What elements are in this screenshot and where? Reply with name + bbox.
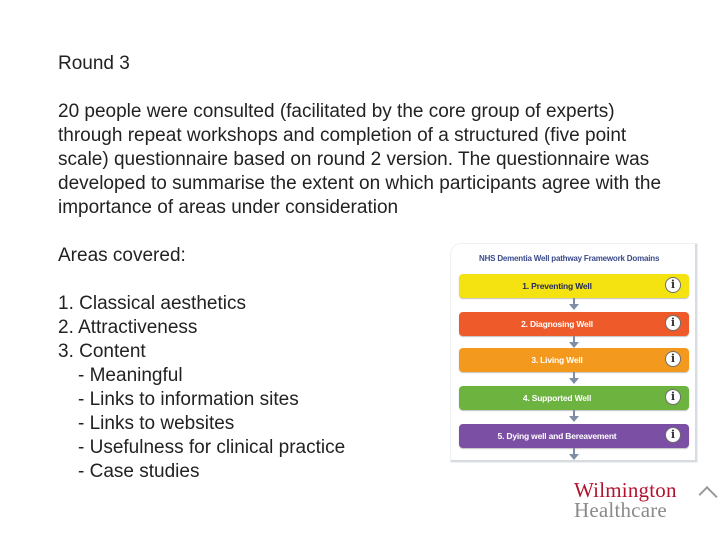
logo-line-1: Wilmington xyxy=(574,478,677,502)
domain-preventing-well xyxy=(459,274,689,298)
domain-label: 5. Dying well and Bereavement xyxy=(497,431,617,441)
domain-label: 1. Preventing Well xyxy=(522,281,592,291)
domain-label: 4. Supported Well xyxy=(522,393,592,403)
domain-dying-well-and-bereavement xyxy=(459,424,689,448)
areas-heading: Areas covered: xyxy=(58,245,186,266)
down-arrow-icon xyxy=(569,304,579,310)
info-icon: i xyxy=(665,351,681,367)
info-icon: i xyxy=(665,389,681,405)
content-subitem: - Case studies xyxy=(78,461,200,482)
content-subitem: - Links to information sites xyxy=(78,389,299,410)
info-icon: i xyxy=(665,315,681,331)
down-arrow-icon xyxy=(569,416,579,422)
content-subitem: - Usefulness for clinical practice xyxy=(78,437,346,458)
area-item: 2. Attractiveness xyxy=(58,317,198,338)
domain-living-well xyxy=(459,348,689,372)
domain-diagnosing-well xyxy=(459,312,689,336)
domain-label: 3. Living Well xyxy=(531,355,583,365)
domain-label: 2. Diagnosing Well xyxy=(521,319,593,329)
logo-line-2: Healthcare xyxy=(574,498,667,522)
round-title: Round 3 xyxy=(58,53,130,74)
domain-supported-well xyxy=(459,386,689,410)
wilmington-healthcare-logo xyxy=(574,480,677,520)
content-subitem: - Meaningful xyxy=(78,365,183,386)
info-icon: i xyxy=(665,277,681,293)
content-subitem: - Links to websites xyxy=(78,413,235,434)
logo-chevron-icon xyxy=(699,486,718,505)
info-icon: i xyxy=(665,427,681,443)
dementia-framework-graphic xyxy=(451,244,697,462)
down-arrow-icon xyxy=(569,378,579,384)
area-item: 1. Classical aesthetics xyxy=(58,293,246,314)
area-item: 3. Content xyxy=(58,341,146,362)
intro-paragraph: 20 people were consulted (facilitated by the core group of experts) through repeat workshops and completion of a structured (five point scale) questionnaire based on round 2 version. The questionnaire was developed to summarise the extent on which participants agree with the importance of areas under consideration xyxy=(58,101,662,218)
down-arrow-icon xyxy=(569,454,579,460)
framework-header: NHS Dementia Well pathway Framework Domains xyxy=(479,254,660,263)
